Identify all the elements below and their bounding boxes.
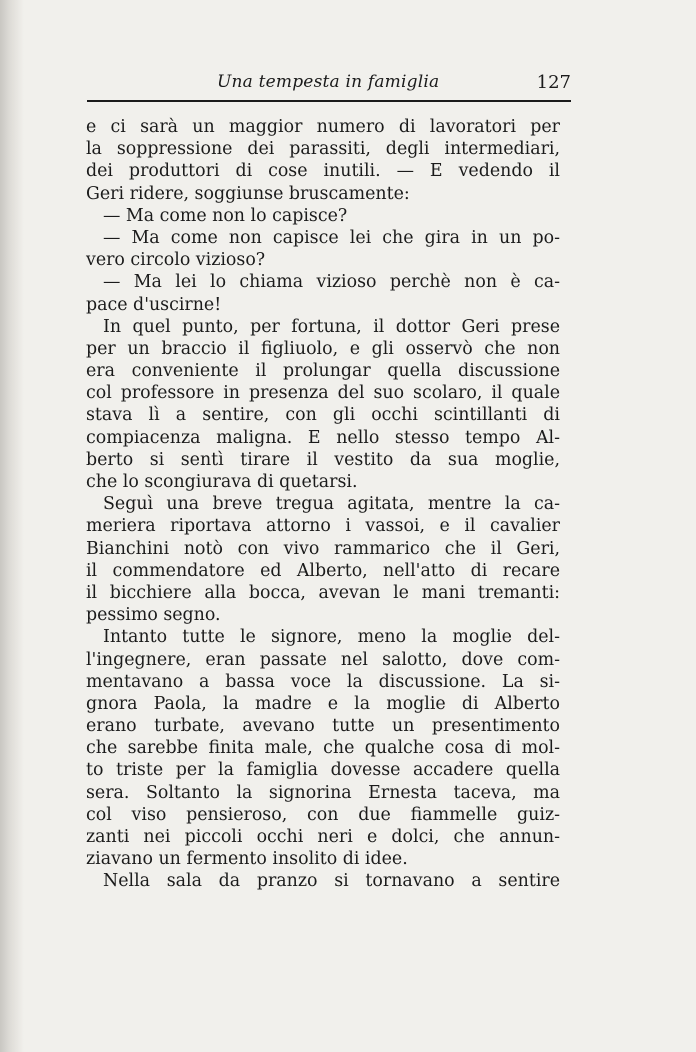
text-line: col viso pensieroso, con due fiammelle guiz- (86, 804, 560, 825)
text-line: e ci sarà un maggior numero di lavoratori per (86, 117, 560, 137)
text-line: stava lì a sentire, con gli occhi scintillanti di (86, 405, 560, 426)
text-line: Nella sala da pranzo si tornavano a sentire (103, 871, 560, 892)
text-line: In quel punto, per fortuna, il dottor Geri prese (103, 316, 560, 337)
text-line: Geri ridere, soggiunse bruscamente: (86, 183, 410, 204)
text-line: Intanto tutte le signore, meno la moglie del- (103, 627, 560, 648)
text-line: per un braccio il figliuolo, e gli osservò che non (86, 338, 560, 359)
text-line: che sarebbe finita male, che qualche cosa di mol- (86, 738, 560, 759)
text-line: era conveniente il prolungar quella discussione (86, 361, 560, 382)
body-text (86, 116, 560, 893)
text-line: la soppressione dei parassiti, degli intermediari, (86, 139, 560, 160)
text-line: pessimo segno. (86, 605, 221, 626)
text-line: — Ma lei lo chiama vizioso perchè non è ca- (103, 272, 560, 293)
text-line: col professore in presenza del suo scolaro, il quale (86, 383, 560, 404)
text-line: berto si sentì tirare il vestito da sua moglie, (86, 449, 560, 470)
text-line: Seguì una breve tregua agitata, mentre la ca- (103, 494, 560, 515)
text-line: meriera riportava attorno i vassoi, e il cavalier (86, 516, 560, 537)
text-line: Bianchini notò con vivo rammarico che il Geri, (86, 538, 560, 559)
text-line: il bicchiere alla bocca, avevan le mani tremanti: (86, 582, 560, 603)
text-line: il commendatore ed Alberto, nell'atto di recare (86, 560, 560, 581)
text-line: vero circolo vizioso? (86, 250, 266, 271)
text-line: to triste per la famiglia dovesse accadere quella (86, 760, 560, 781)
text-line: — Ma come non lo capisce? (103, 205, 348, 226)
text-line: erano turbate, avevano tutte un presentimento (86, 716, 560, 737)
text-line: ziavano un fermento insolito di idee. (86, 849, 408, 870)
text-line: pace d'uscirne! (86, 294, 222, 315)
page-number: 127 (536, 72, 571, 93)
text-line: mentavano a bassa voce la discussione. La si- (86, 671, 560, 692)
running-title: Una tempesta in famiglia (217, 72, 440, 92)
running-head (87, 72, 571, 98)
text-line: che lo scongiurava di quetarsi. (86, 472, 358, 492)
text-line: l'ingegnere, eran passate nel salotto, dove com- (86, 649, 560, 670)
header-rule (87, 100, 571, 102)
text-line: zanti nei piccoli occhi neri e dolci, che annun- (86, 827, 560, 847)
text-line: dei produttori di cose inutili. — E vedendo il (86, 161, 560, 182)
text-line: compiacenza maligna. E nello stesso tempo Al- (86, 427, 560, 448)
text-line: — Ma come non capisce lei che gira in un po- (103, 227, 560, 248)
text-line: gnora Paola, la madre e la moglie di Alberto (86, 693, 560, 714)
page-gutter-shadow (0, 0, 24, 1052)
text-line: sera. Soltanto la signorina Ernesta taceva, ma (86, 782, 560, 803)
